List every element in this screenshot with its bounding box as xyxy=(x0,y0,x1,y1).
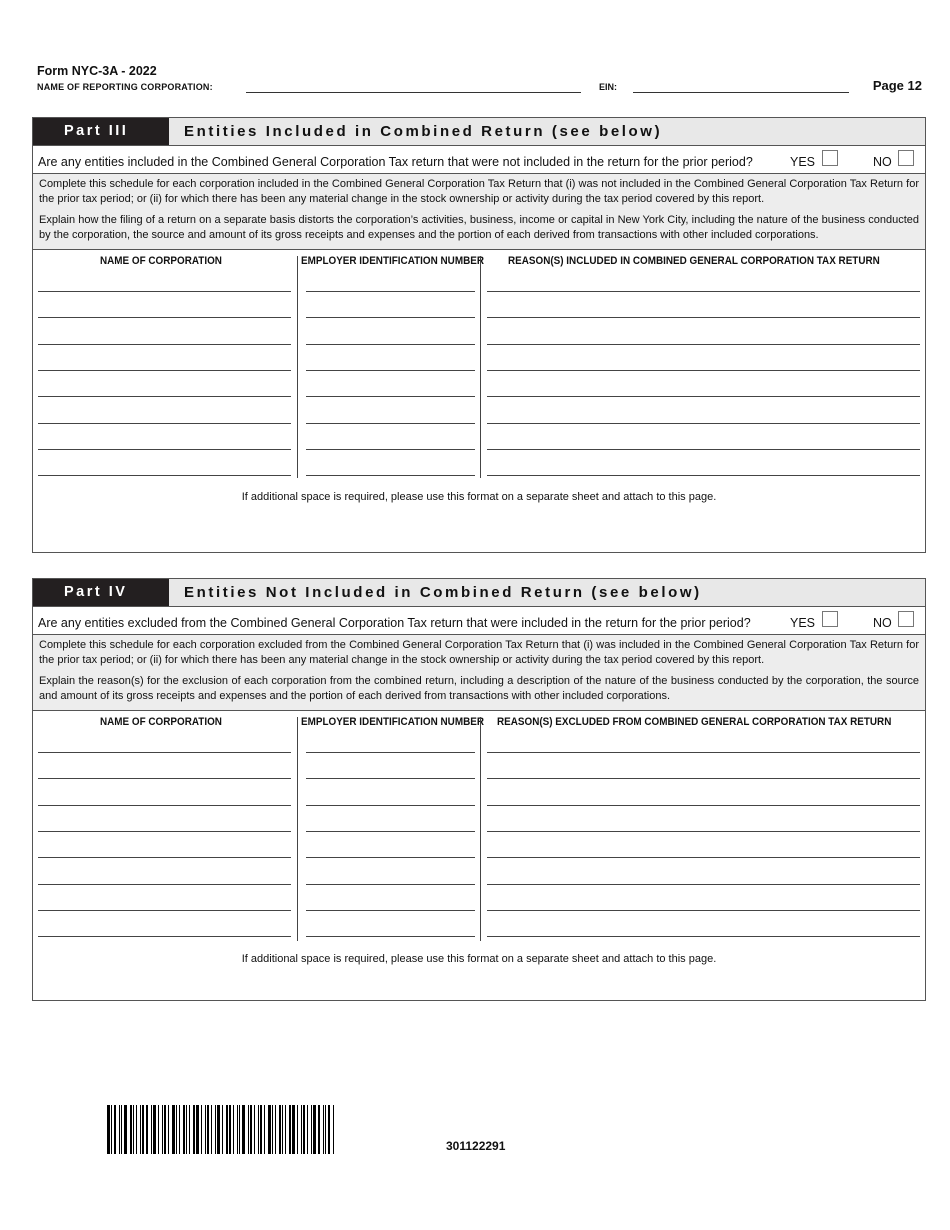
ein-label: EIN: xyxy=(599,82,617,92)
barcode-bar xyxy=(140,1105,141,1154)
reason-field[interactable] xyxy=(487,831,920,832)
part-iii-col-name: NAME OF CORPORATION xyxy=(100,255,222,267)
ein-field[interactable] xyxy=(306,344,475,345)
barcode-bar xyxy=(248,1105,249,1154)
barcode-bar xyxy=(124,1105,127,1154)
ein-field[interactable] xyxy=(306,317,475,318)
part-iv-yes-checkbox[interactable] xyxy=(822,611,838,627)
barcode-bar xyxy=(179,1105,180,1154)
barcode-bar xyxy=(239,1105,240,1154)
name-of-corporation-field[interactable] xyxy=(38,317,291,318)
part-iii-yes-checkbox[interactable] xyxy=(822,150,838,166)
part-iv-section xyxy=(32,578,926,1001)
barcode-bar xyxy=(130,1105,132,1154)
part-iv-instruction-2: Explain the reason(s) for the exclusion of each corporation from the combined return, including a description of the nature of the business conducted by the corporation, the source and amount of its gross receipts and expenses and the portion of each derived from transactions with other included corporations. xyxy=(39,675,919,702)
name-of-corporation-field[interactable] xyxy=(38,396,291,397)
barcode-bar xyxy=(226,1105,228,1154)
barcode-bar xyxy=(237,1105,238,1154)
barcode-bar xyxy=(133,1105,134,1154)
reason-field[interactable] xyxy=(487,475,920,476)
barcode-bar xyxy=(254,1105,255,1154)
part-iv-title: Entities Not Included in Combined Return (see below) xyxy=(184,584,702,601)
name-of-corporation-field[interactable] xyxy=(38,344,291,345)
name-of-corporation-field[interactable] xyxy=(38,936,291,937)
part-iv-yes-label: YES xyxy=(790,616,816,630)
name-of-corporation-field[interactable] xyxy=(38,857,291,858)
part-iv-col-reason: REASON(S) EXCLUDED FROM COMBINED GENERAL CORPORATION TAX RETURN xyxy=(497,716,892,728)
barcode-bar xyxy=(205,1105,206,1154)
barcode-bar xyxy=(282,1105,283,1154)
reason-field[interactable] xyxy=(487,805,920,806)
part-iii-question-text: Are any entities included in the Combined General Corporation Tax return that were not included in the return for the prior period? xyxy=(38,155,753,169)
barcode-bar xyxy=(279,1105,281,1154)
reason-field[interactable] xyxy=(487,370,920,371)
reason-field[interactable] xyxy=(487,291,920,292)
barcode-bar xyxy=(111,1105,112,1154)
barcode-bar xyxy=(146,1105,148,1154)
part-iii-question xyxy=(33,146,925,174)
reason-field[interactable] xyxy=(487,857,920,858)
barcode-bar xyxy=(268,1105,271,1154)
barcode-bar xyxy=(193,1105,195,1154)
barcode-bar xyxy=(292,1105,295,1154)
name-of-corporation-field[interactable] xyxy=(38,884,291,885)
name-of-corporation-field[interactable] xyxy=(38,805,291,806)
column-divider xyxy=(297,717,298,941)
name-of-corporation-field[interactable] xyxy=(38,831,291,832)
name-of-corporation-field[interactable] xyxy=(38,475,291,476)
part-iv-col-ein: EMPLOYER IDENTIFICATION NUMBER xyxy=(301,716,484,728)
ein-field[interactable] xyxy=(633,92,849,93)
part-iv-question xyxy=(33,607,925,635)
name-of-corporation-field[interactable] xyxy=(38,449,291,450)
part-iii-footnote: If additional space is required, please use this format on a separate sheet and attach to this page. xyxy=(241,491,717,503)
barcode-bar xyxy=(311,1105,312,1154)
reason-field[interactable] xyxy=(487,396,920,397)
part-iii-title: Entities Included in Combined Return (see below) xyxy=(184,123,663,140)
barcode-bar xyxy=(325,1105,326,1154)
barcode-bar xyxy=(264,1105,265,1154)
reason-field[interactable] xyxy=(487,449,920,450)
barcode-bar xyxy=(168,1105,169,1154)
form-header xyxy=(37,64,922,96)
part-iii-table xyxy=(33,250,925,512)
part-iii-instructions xyxy=(33,174,925,250)
barcode-bar xyxy=(233,1105,234,1154)
part-iii-col-reason: REASON(S) INCLUDED IN COMBINED GENERAL CORPORATION TAX RETURN xyxy=(508,255,880,267)
name-of-corporation-field[interactable] xyxy=(38,370,291,371)
part-iv-question-text: Are any entities excluded from the Combined General Corporation Tax return that were included in the return for the prior period? xyxy=(38,616,751,630)
barcode-bar xyxy=(260,1105,262,1154)
name-of-corporation-field[interactable] xyxy=(38,752,291,753)
barcode-bar xyxy=(121,1105,122,1154)
barcode-number: 301122291 xyxy=(446,1139,506,1153)
barcode-bar xyxy=(136,1105,137,1154)
barcode-bar xyxy=(222,1105,223,1154)
barcode-bar xyxy=(229,1105,231,1154)
name-of-corporation-field[interactable] xyxy=(38,291,291,292)
ein-field[interactable] xyxy=(306,831,475,832)
reason-field[interactable] xyxy=(487,423,920,424)
barcode-bar xyxy=(217,1105,220,1154)
part-iv-col-name: NAME OF CORPORATION xyxy=(100,716,222,728)
part-iv-instructions xyxy=(33,635,925,711)
part-iv-header xyxy=(33,579,925,607)
barcode-bar xyxy=(186,1105,187,1154)
barcode-bar xyxy=(285,1105,286,1154)
ein-field[interactable] xyxy=(306,910,475,911)
barcode-bar xyxy=(211,1105,212,1154)
barcode-bar xyxy=(176,1105,177,1154)
reason-field[interactable] xyxy=(487,752,920,753)
reason-field[interactable] xyxy=(487,317,920,318)
barcode-bar xyxy=(114,1105,116,1154)
barcode-bar xyxy=(153,1105,156,1154)
part-iii-col-ein: EMPLOYER IDENTIFICATION NUMBER xyxy=(301,255,484,267)
part-iv-no-label: NO xyxy=(873,616,892,630)
part-iii-yes-label: YES xyxy=(790,155,816,169)
reason-field[interactable] xyxy=(487,910,920,911)
ein-field[interactable] xyxy=(306,778,475,779)
barcode-bar xyxy=(183,1105,185,1154)
reporting-corporation-field[interactable] xyxy=(246,92,581,93)
barcode-bar xyxy=(151,1105,152,1154)
part-iv-table xyxy=(33,711,925,971)
part-iii-header xyxy=(33,118,925,146)
column-divider xyxy=(297,256,298,478)
barcode xyxy=(107,1105,338,1154)
form-title: Form NYC-3A - 2022 xyxy=(37,64,157,78)
barcode-bar xyxy=(164,1105,166,1154)
ein-field[interactable] xyxy=(306,396,475,397)
ein-field[interactable] xyxy=(306,857,475,858)
part-iii-no-label: NO xyxy=(873,155,892,169)
ein-field[interactable] xyxy=(306,805,475,806)
barcode-bar xyxy=(272,1105,273,1154)
barcode-bar xyxy=(307,1105,308,1154)
part-iv-footnote: If additional space is required, please use this format on a separate sheet and attach to this page. xyxy=(241,953,717,965)
part-iii-instruction-2: Explain how the filing of a return on a separate basis distorts the corporation’s activities, business, income or capital in New York City, including the nature of the business conducted by the corporation, the source and amount of its gross receipts and expenses and the portion of each derived from transactions with other included corporations. xyxy=(39,214,919,241)
barcode-bar xyxy=(119,1105,120,1154)
barcode-bar xyxy=(328,1105,330,1154)
barcode-bar xyxy=(196,1105,199,1154)
page-number: Page 12 xyxy=(872,78,922,93)
ein-field[interactable] xyxy=(306,936,475,937)
column-divider xyxy=(480,256,481,478)
barcode-bar xyxy=(318,1105,320,1154)
barcode-bar xyxy=(107,1105,110,1154)
ein-field[interactable] xyxy=(306,475,475,476)
reason-field[interactable] xyxy=(487,936,920,937)
part-iii-no-checkbox[interactable] xyxy=(898,150,914,166)
reason-field[interactable] xyxy=(487,778,920,779)
name-of-corporation-field[interactable] xyxy=(38,423,291,424)
reporting-corporation-label: NAME OF REPORTING CORPORATION: xyxy=(37,82,213,92)
ein-field[interactable] xyxy=(306,423,475,424)
barcode-bar xyxy=(201,1105,202,1154)
part-iii-section xyxy=(32,117,926,553)
barcode-bar xyxy=(301,1105,302,1154)
ein-field[interactable] xyxy=(306,884,475,885)
barcode-bar xyxy=(172,1105,175,1154)
barcode-bar xyxy=(250,1105,252,1154)
part-iii-instruction-1: Complete this schedule for each corporation included in the Combined General Corporation Tax Return that (i) was not included in the Combined General Corporation Tax Return for the prior tax period; or (ii) for which there has been any material change in the stock ownership or activity during the tax period covered by this report. xyxy=(39,178,919,205)
part-iii-tag: Part III xyxy=(33,118,169,145)
barcode-bar xyxy=(142,1105,144,1154)
reason-field[interactable] xyxy=(487,344,920,345)
barcode-bar xyxy=(242,1105,245,1154)
barcode-bar xyxy=(158,1105,159,1154)
barcode-bar xyxy=(303,1105,305,1154)
ein-field[interactable] xyxy=(306,370,475,371)
barcode-bar xyxy=(189,1105,190,1154)
part-iv-no-checkbox[interactable] xyxy=(898,611,914,627)
barcode-bar xyxy=(289,1105,291,1154)
name-of-corporation-field[interactable] xyxy=(38,778,291,779)
name-of-corporation-field[interactable] xyxy=(38,910,291,911)
barcode-bar xyxy=(297,1105,298,1154)
barcode-bar xyxy=(333,1105,334,1154)
reason-field[interactable] xyxy=(487,884,920,885)
barcode-bar xyxy=(258,1105,259,1154)
column-divider xyxy=(480,717,481,941)
ein-field[interactable] xyxy=(306,449,475,450)
barcode-bar xyxy=(313,1105,316,1154)
barcode-bar xyxy=(207,1105,209,1154)
barcode-bar xyxy=(275,1105,276,1154)
barcode-bar xyxy=(162,1105,163,1154)
part-iv-instruction-1: Complete this schedule for each corporation excluded from the Combined General Corporation Tax Return that (i) was included in the Combined General Corporation Tax Return for the prior tax period; or (ii) for which there has been any material change in the stock ownership or activity during the tax period covered by this report. xyxy=(39,639,919,666)
barcode-bar xyxy=(215,1105,216,1154)
part-iv-tag: Part IV xyxy=(33,579,169,606)
barcode-bar xyxy=(323,1105,324,1154)
ein-field[interactable] xyxy=(306,291,475,292)
ein-field[interactable] xyxy=(306,752,475,753)
